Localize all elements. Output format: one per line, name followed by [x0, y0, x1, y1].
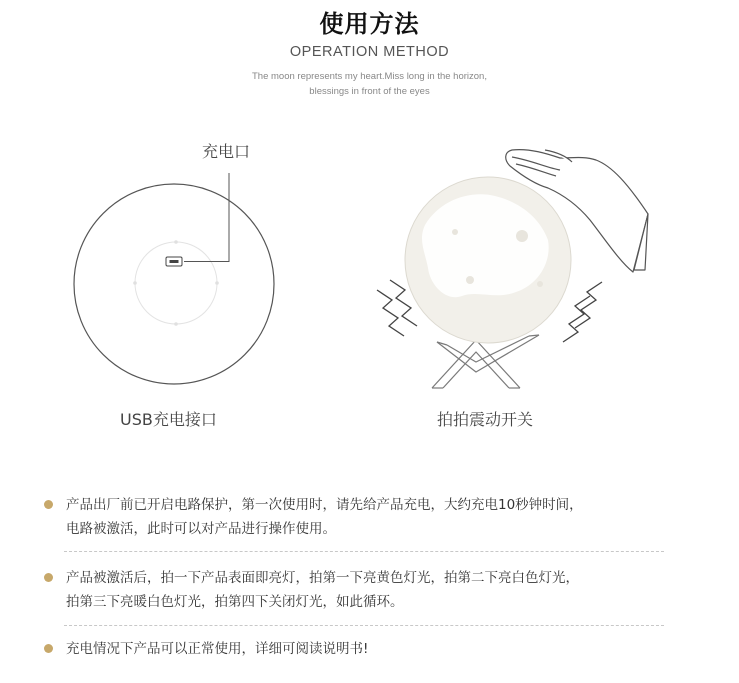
divider	[64, 625, 664, 626]
tap-switch-label: 拍拍震动开关	[437, 410, 534, 429]
lamp-base-diagram	[74, 173, 274, 384]
instruction-item-2	[42, 566, 682, 614]
divider	[64, 551, 664, 552]
base-inner-ring	[135, 242, 217, 324]
page-subtitle: OPERATION METHOD	[289, 44, 450, 60]
screw-dots	[133, 240, 219, 326]
instruction-text-3: 充电情况下产品可以正常使用，详细可阅读说明书!	[66, 641, 369, 657]
instruction-text-1b: 电路被激活，此时可以对产品进行操作使用。	[66, 521, 336, 537]
instruction-text-2b: 拍第三下亮暖白色灯光，拍第四下关闭灯光，如此循环。	[66, 594, 404, 610]
lamp-base-circle	[74, 184, 274, 384]
bullet-dot	[44, 644, 53, 653]
moon-lamp-icon	[405, 177, 571, 343]
tagline-line-2: blessings in front of the eyes	[309, 86, 430, 97]
page-title: 使用方法	[319, 10, 420, 38]
instruction-text-2a: 产品被激活后，拍一下产品表面即亮灯，拍第一下亮黄色灯光，拍第二下亮白色灯光，	[66, 570, 579, 586]
charging-port-icon	[166, 257, 182, 266]
usb-port-label: USB充电接口	[120, 410, 217, 429]
moon-lamp-diagram	[377, 150, 648, 388]
tagline-line-1: The moon represents my heart.Miss long in the horizon,	[252, 71, 487, 82]
instruction-item-3	[42, 637, 682, 661]
instruction-text-1a: 产品出厂前已开启电路保护，第一次使用时，请先给产品充电，大约充电10秒钟时间，	[66, 497, 583, 513]
bullet-dot	[44, 500, 53, 509]
instruction-item-1	[42, 493, 682, 541]
bullet-dot	[44, 573, 53, 582]
charge-port-label: 充电口	[202, 142, 251, 161]
charge-port-leader-line	[184, 173, 229, 262]
